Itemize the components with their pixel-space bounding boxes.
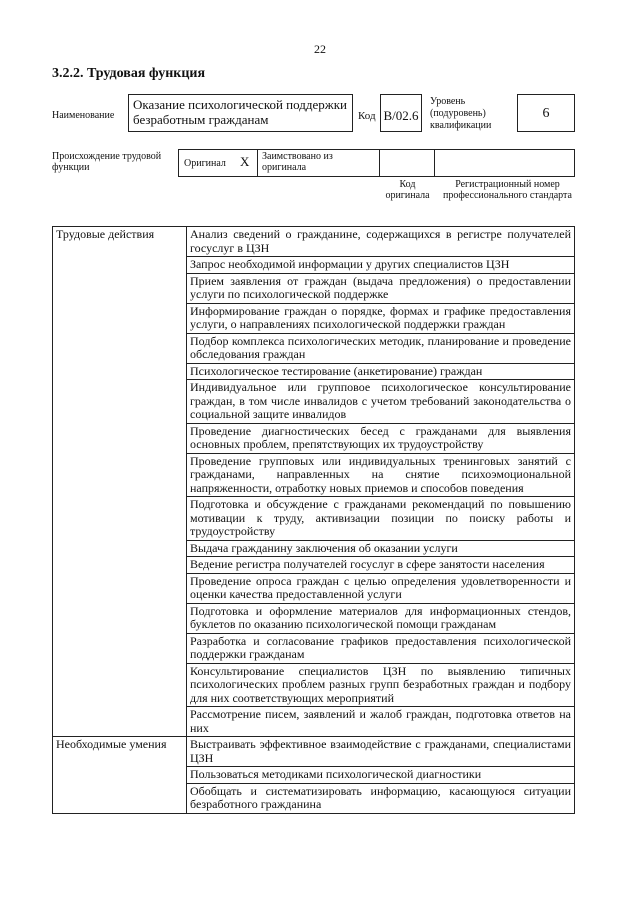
page-number: 22: [314, 42, 326, 56]
origin-label: Происхождение трудовой функции: [52, 151, 162, 173]
name-label: Наименование: [52, 110, 115, 121]
labor-action-item: Ведение регистра получателей госуслуг в сфере занятости населения: [187, 557, 575, 574]
labor-action-item: Проведение диагностических бесед с гражданами для выявления основных проблем, препятствующих их трудоустройству: [187, 423, 575, 453]
section-title: 3.2.2. Трудовая функция: [52, 66, 206, 81]
labor-action-item: Запрос необходимой информации у других специалистов ЦЗН: [187, 257, 575, 274]
table-row: [53, 737, 575, 767]
level-box: 6: [517, 94, 575, 132]
labor-action-item: Анализ сведений о гражданине, содержащихся в регистре получателей госуслуг в ЦЗН: [187, 227, 575, 257]
labor-action-item: Прием заявления от граждан (выдача предложения) о предоставлении услуги по психологической поддержке: [187, 273, 575, 303]
origin-cell-code: [380, 149, 435, 177]
code-box: B/02.6: [380, 94, 422, 132]
skill-item: Выстраивать эффективное взаимодействие с гражданами, специалистами ЦЗН: [187, 737, 575, 767]
labor-action-item: Проведение опроса граждан с целью определения удовлетворенности и оценки качества предоставленной услуги: [187, 573, 575, 603]
skill-item: Обобщать и систематизировать информацию, касающуюся ситуации безработного гражданина: [187, 783, 575, 813]
level-label: Уровень (подуровень) квалификации: [430, 96, 492, 131]
labor-action-item: Информирование граждан о порядке, формах и графике предоставления услуги, о направлениях психологической поддержки граждан: [187, 303, 575, 333]
labor-action-item: Рассмотрение писем, заявлений и жалоб граждан, подготовка ответов на них: [187, 707, 575, 737]
table-row: [53, 227, 575, 257]
skill-item: Пользоваться методиками психологической диагностики: [187, 767, 575, 784]
borrowed-label: Заимствовано из оригинала: [262, 151, 333, 173]
original-mark: X: [240, 154, 250, 169]
labor-action-item: Индивидуальное или групповое психологическое консультирование граждан, в том числе инвалидов с учетом требований законодательства о социальной защите инвалидов: [187, 380, 575, 424]
labor-action-item: Проведение групповых или индивидуальных тренинговых занятий с гражданами, направленных на снятие психоэмоциональной напряженности, отработку новых приемов и способов поведения: [187, 453, 575, 497]
labor-action-item: Выдача гражданину заключения об оказании услуги: [187, 540, 575, 557]
labor-action-item: Психологическое тестирование (анкетирование) граждан: [187, 363, 575, 380]
original-code-caption: Код оригинала: [385, 179, 430, 201]
labor-action-item: Подбор комплекса психологических методик, планирование и проведение обследования граждан: [187, 333, 575, 363]
original-label: Оригинал: [184, 158, 226, 169]
labor-actions-label: Трудовые действия: [53, 227, 187, 737]
skills-label: Необходимые умения: [53, 737, 187, 814]
labor-action-item: Консультирование специалистов ЦЗН по выявлению типичных психологических проблем разных групп безработных граждан и подбору для них соответствующих мероприятий: [187, 663, 575, 707]
code-label: Код: [358, 110, 376, 122]
function-name-box: Оказание психологической поддержки безработным гражданам: [128, 94, 353, 132]
labor-action-item: Разработка и согласование графиков предоставления психологической поддержки гражданам: [187, 633, 575, 663]
function-table: [52, 226, 575, 814]
labor-action-item: Подготовка и оформление материалов для информационных стендов, буклетов по оказанию психологической помощи гражданам: [187, 603, 575, 633]
registration-number-caption: Регистрационный номер профессионального стандарта: [443, 179, 572, 201]
labor-action-item: Подготовка и обсуждение с гражданами рекомендаций по повышению мотивации к труду, активизации позиции по поиску работы и трудоустройству: [187, 497, 575, 541]
